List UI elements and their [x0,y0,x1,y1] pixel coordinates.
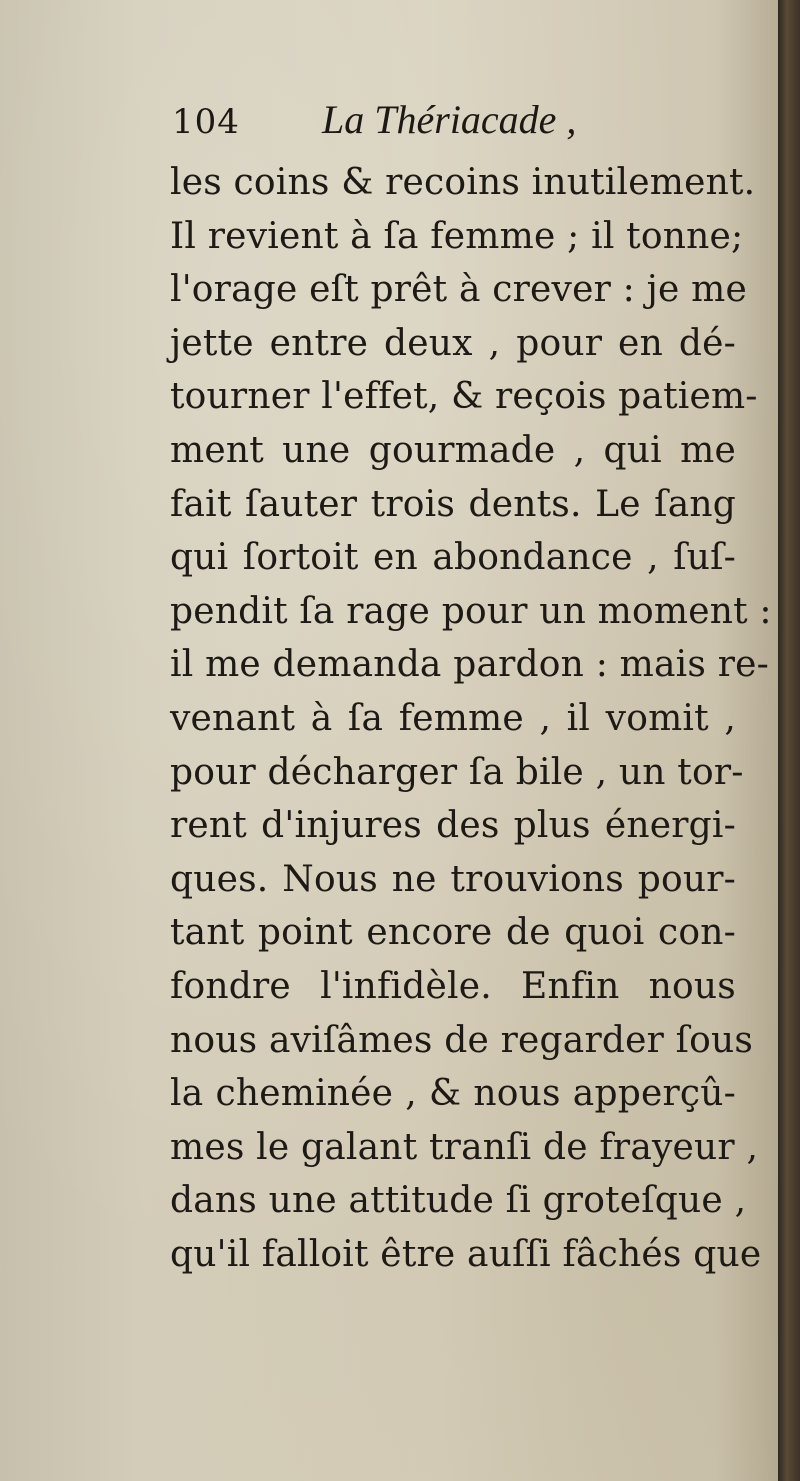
text-line: qu'il falloit être auſſi fâchés que [170,1233,762,1275]
text-line: pour décharger ſa bile , un tor- [170,751,744,793]
text-line: rent d'injures des plus énergi- [170,805,736,847]
text-line: mes le galant tranſi de frayeur , [170,1126,759,1168]
book-fore-edge [778,0,800,1481]
text-line: ques. Nous ne trouvions pour- [170,858,736,900]
text-line: fondre l'infidèle. Enfin nous [170,965,736,1007]
text-line: les coins & recoins inutilement. [170,162,756,203]
page-number: 104 [172,102,240,142]
text-line: il me demanda pardon : mais re- [170,644,769,686]
text-line: fait ſauter trois dents. Le ſang [170,483,736,525]
text-line: pendit ſa rage pour un moment : [170,590,772,632]
text-line: la cheminée , & nous apperçû- [170,1073,736,1115]
text-line: nous aviſâmes de regarder ſous [170,1019,754,1061]
text-line: tant point encore de quoi con- [170,912,736,954]
text-line: jette entre deux , pour en dé- [170,322,736,364]
text-line: tourner l'effet, & reçois patiem- [170,376,758,418]
running-title: La Thériacade , [322,97,577,142]
body-text [170,156,772,1281]
text-line: Il revient à ſa femme ; il tonne; [170,215,744,257]
text-line: l'orage eſt prêt à crever : je me [170,269,747,311]
text-line: ment une gourmade , qui me [170,429,736,471]
page-header [172,96,732,156]
text-line: venant à ſa femme , il vomit , [170,697,736,739]
text-line: dans une attitude ſi groteſque , [170,1180,747,1222]
text-line: qui ſortoit en abondance , ſuſ- [170,537,736,579]
